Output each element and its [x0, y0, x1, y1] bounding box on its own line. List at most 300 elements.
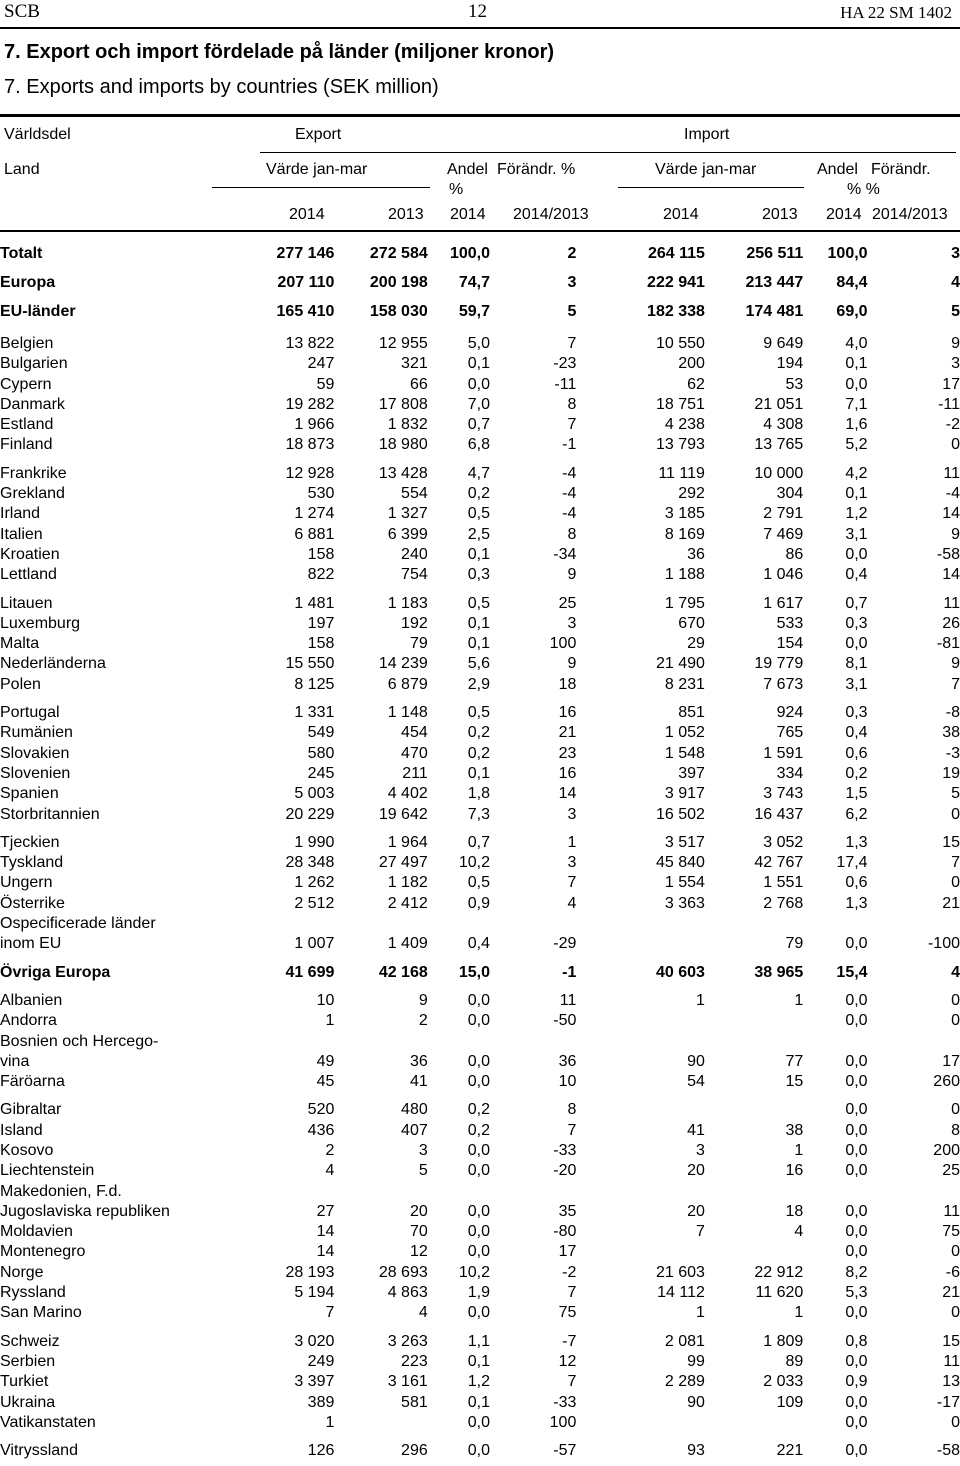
export-2014: 14 — [316, 1223, 335, 1241]
export-2013: 192 — [401, 614, 428, 632]
import-change: -6 — [945, 1263, 960, 1281]
export-change: 75 — [558, 1304, 577, 1322]
import-2013 — [705, 914, 803, 934]
export-share: 0,7 — [467, 416, 490, 434]
import-2014: 3 185 — [664, 505, 705, 523]
table-row — [0, 354, 960, 374]
export-change: 3 — [567, 805, 577, 823]
export-2014: 10 — [316, 991, 335, 1009]
country-name: Kroatien — [0, 545, 60, 563]
country-name: Rumänien — [0, 724, 73, 742]
export-2014: 822 — [307, 566, 335, 584]
import-2014: 3 363 — [664, 894, 705, 912]
export-2013: 296 — [401, 1442, 428, 1460]
import-share: 0,6 — [845, 874, 868, 892]
table-row — [0, 504, 960, 524]
export-share: 1,2 — [467, 1373, 490, 1391]
export-2013: 1 409 — [387, 935, 428, 953]
table-title-english: 7. Exports and imports by countries (SEK million) — [4, 76, 439, 98]
export-2013: 1 327 — [387, 505, 428, 523]
import-share: 0,6 — [845, 744, 868, 762]
export-group-line — [260, 152, 678, 153]
export-change: 14 — [558, 785, 577, 803]
import-2013: 16 — [785, 1162, 804, 1180]
export-2013: 3 263 — [387, 1332, 428, 1350]
country-name: Litauen — [0, 594, 53, 612]
import-2013: 10 000 — [754, 464, 804, 482]
country-name: Makedonien, F.d. — [0, 1182, 122, 1200]
export-2014: 12 928 — [285, 464, 335, 482]
import-2014: 2 081 — [664, 1332, 705, 1350]
table-row — [0, 1092, 960, 1120]
import-share: 0,0 — [845, 1393, 868, 1411]
import-2013: 13 765 — [754, 436, 804, 454]
table-row — [0, 764, 960, 784]
header-import: Import — [684, 126, 730, 143]
country-name: Schweiz — [0, 1332, 60, 1350]
import-change: 5 — [951, 785, 960, 803]
import-2013: 2 768 — [763, 894, 804, 912]
import-share: 3,1 — [845, 525, 868, 543]
export-change: 8 — [567, 525, 577, 543]
export-share: 0,0 — [467, 1012, 490, 1030]
export-share: 0,1 — [467, 635, 490, 653]
import-2014: 1 795 — [664, 594, 705, 612]
table-row — [0, 1011, 960, 1031]
import-change — [868, 914, 960, 934]
import-change: -4 — [945, 485, 960, 503]
export-change: -11 — [554, 375, 577, 393]
import-share: 0,0 — [845, 635, 868, 653]
import-change: 25 — [942, 1162, 960, 1180]
export-share: 4,7 — [467, 464, 490, 482]
export-2014: 49 — [316, 1052, 335, 1070]
table-row — [0, 894, 960, 914]
country-name: Kosovo — [0, 1141, 54, 1159]
import-share: 4,0 — [845, 335, 868, 352]
table-row — [0, 326, 960, 354]
import-2014: 20 — [687, 1162, 705, 1180]
table-row — [0, 435, 960, 455]
import-share: 8,2 — [845, 1263, 868, 1281]
import-2013: 38 965 — [754, 963, 804, 981]
import-change: 21 — [942, 1284, 960, 1302]
import-change: -58 — [936, 1442, 960, 1460]
export-share: 7,3 — [467, 805, 490, 823]
export-2014: 28 348 — [285, 854, 335, 872]
export-change: 16 — [558, 764, 577, 782]
import-2013: 1 809 — [763, 1332, 804, 1350]
import-change: -81 — [936, 635, 960, 653]
import-share: 0,0 — [845, 1352, 868, 1370]
export-share: 0,1 — [467, 614, 490, 632]
export-2013: 1 832 — [387, 416, 428, 434]
export-change: 11 — [559, 991, 577, 1009]
export-2014: 15 550 — [285, 655, 335, 673]
table-row — [0, 805, 960, 825]
export-2014: 277 146 — [276, 245, 335, 262]
import-change: 4 — [951, 963, 960, 981]
export-share — [428, 914, 490, 934]
import-change: 13 — [942, 1373, 960, 1391]
export-2013: 1 183 — [387, 594, 428, 612]
export-change: 16 — [558, 704, 577, 722]
import-change — [868, 1032, 960, 1052]
import-change: 260 — [933, 1073, 960, 1091]
export-share: 0,0 — [467, 1413, 490, 1431]
table-title-swedish: 7. Export och import fördelade på länder (miljoner kronor) — [4, 41, 555, 63]
country-name: Bosnien och Hercego- — [0, 1032, 159, 1050]
import-change: 17 — [942, 1052, 960, 1070]
import-2013 — [705, 1182, 803, 1202]
export-2014: 165 410 — [276, 303, 335, 320]
export-share: 0,7 — [467, 833, 490, 851]
import-2013: 38 — [785, 1121, 804, 1139]
export-2013: 240 — [401, 545, 428, 563]
export-2013: 5 — [418, 1162, 428, 1180]
import-2014: 54 — [687, 1073, 705, 1091]
table-row — [0, 565, 960, 585]
export-2014: 13 822 — [285, 335, 335, 352]
export-2013: 2 412 — [387, 894, 428, 912]
export-2013: 1 964 — [387, 833, 428, 851]
import-2014: 99 — [687, 1352, 705, 1370]
import-2013: 22 912 — [754, 1263, 804, 1281]
import-2013: 1 617 — [763, 594, 804, 612]
import-share: 6,2 — [845, 805, 868, 823]
export-2014: 20 229 — [285, 805, 335, 823]
import-2013: 1 — [794, 1141, 804, 1159]
export-2014: 1 — [325, 1012, 335, 1030]
header-import-change-period: 2014/2013 — [872, 206, 948, 223]
import-2013: 213 447 — [745, 274, 804, 291]
import-change: 26 — [942, 614, 960, 632]
export-2013: 17 808 — [378, 395, 428, 413]
import-change: -2 — [945, 416, 960, 434]
table-row — [0, 934, 960, 954]
export-2014: 14 — [316, 1243, 335, 1261]
export-change: 7 — [567, 416, 577, 434]
import-change: 19 — [942, 764, 960, 782]
import-change: -8 — [945, 704, 960, 722]
import-2013: 304 — [776, 485, 804, 503]
country-name: Polen — [0, 675, 41, 693]
export-2014: 520 — [307, 1101, 335, 1119]
header-export-2013: 2013 — [388, 206, 424, 223]
import-share: 5,2 — [845, 436, 868, 454]
import-2013: 2 033 — [763, 1373, 804, 1391]
import-2013: 9 649 — [763, 335, 804, 352]
export-share: 100,0 — [449, 245, 490, 262]
export-2013 — [334, 1182, 427, 1202]
import-share: 100,0 — [827, 245, 868, 262]
header-export-2014: 2014 — [289, 206, 325, 223]
export-change: -34 — [553, 545, 577, 563]
header-import-share: Andel — [817, 161, 858, 178]
export-2013 — [334, 1032, 427, 1052]
import-2013: 221 — [776, 1442, 804, 1460]
table-row — [0, 853, 960, 873]
import-2014: 3 — [695, 1141, 705, 1159]
header-country: Land — [4, 161, 40, 178]
import-2013: 256 511 — [746, 245, 804, 262]
import-2014: 36 — [687, 545, 705, 563]
country-name: Ospecificerade länder — [0, 915, 156, 933]
export-change: -23 — [553, 355, 577, 373]
table-row — [0, 723, 960, 743]
export-change: 7 — [567, 1121, 577, 1139]
import-2014: 200 — [678, 355, 705, 373]
import-change: 14 — [942, 505, 960, 523]
export-2013: 3 — [418, 1141, 428, 1159]
import-share: 69,0 — [836, 303, 868, 320]
import-2013: 18 — [785, 1202, 804, 1220]
import-2014 — [576, 1182, 705, 1202]
table-row — [0, 545, 960, 565]
import-change: 9 — [951, 335, 960, 352]
country-name: San Marino — [0, 1304, 82, 1322]
import-2014: 11 119 — [658, 464, 705, 482]
import-2013: 1 — [794, 991, 804, 1009]
import-share: 0,0 — [845, 1304, 868, 1322]
export-2013: 14 239 — [378, 655, 428, 673]
import-2014: 8 169 — [664, 525, 705, 543]
export-2014: 247 — [307, 355, 335, 373]
table-row — [0, 395, 960, 415]
export-2014: 249 — [307, 1352, 335, 1370]
export-share: 0,0 — [467, 1202, 490, 1220]
export-2014: 1 481 — [294, 594, 335, 612]
import-share: 0,0 — [845, 1073, 868, 1091]
table-row — [0, 1202, 960, 1222]
import-2014 — [576, 1413, 705, 1433]
export-2013: 223 — [401, 1352, 428, 1370]
export-share: 0,5 — [467, 874, 490, 892]
import-2013: 765 — [776, 724, 804, 742]
export-share: 0,1 — [467, 1393, 490, 1411]
table-row — [0, 825, 960, 853]
import-share: 15,4 — [836, 963, 868, 981]
import-change: 11 — [943, 1202, 960, 1220]
export-2014: 1 262 — [294, 874, 335, 892]
export-2014: 389 — [307, 1393, 335, 1411]
country-name: Tyskland — [0, 854, 64, 872]
country-name: Vatikanstaten — [0, 1413, 96, 1431]
export-share: 1,1 — [467, 1332, 490, 1350]
export-change: 35 — [558, 1202, 577, 1220]
table-row — [0, 1242, 960, 1262]
country-name: Färöarna — [0, 1073, 65, 1091]
import-2013: 77 — [785, 1052, 804, 1070]
export-change — [490, 1032, 576, 1052]
import-change: 0 — [951, 1243, 960, 1261]
export-2014: 3 397 — [294, 1373, 335, 1391]
table-row — [0, 1121, 960, 1141]
table-row — [0, 1352, 960, 1372]
export-change: 12 — [558, 1352, 577, 1370]
export-change: 8 — [567, 1101, 577, 1119]
export-2014: 1 966 — [294, 416, 335, 434]
export-share: 0,5 — [467, 505, 490, 523]
import-change: 14 — [942, 566, 960, 584]
import-2014: 18 751 — [655, 395, 705, 413]
export-share: 0,1 — [467, 764, 490, 782]
table-row — [0, 634, 960, 654]
import-2014: 3 917 — [664, 785, 705, 803]
export-2014: 5 003 — [294, 785, 335, 803]
export-change: 3 — [567, 854, 577, 872]
import-2014: 8 231 — [664, 675, 705, 693]
export-2013: 6 879 — [387, 675, 428, 693]
import-2014: 851 — [678, 704, 705, 722]
table-row — [0, 1161, 960, 1181]
header-rule — [0, 27, 960, 29]
export-share — [428, 1032, 490, 1052]
export-share: 0,1 — [467, 1352, 490, 1370]
header-import-change-unit: % % — [847, 181, 880, 198]
header-export-share-2014: 2014 — [450, 206, 486, 223]
header-export-value: Värde jan-mar — [266, 161, 368, 178]
country-name: Gibraltar — [0, 1101, 62, 1119]
export-2013: 20 — [409, 1202, 428, 1220]
import-2013: 7 673 — [763, 675, 804, 693]
import-share: 0,1 — [845, 355, 868, 373]
table-row — [0, 1303, 960, 1323]
export-2013: 79 — [409, 635, 428, 653]
export-2013: 28 693 — [378, 1263, 428, 1281]
country-name: Spanien — [0, 785, 59, 803]
country-name: Tjeckien — [0, 833, 60, 851]
export-2014: 5 194 — [294, 1284, 335, 1302]
table-top-rule — [0, 114, 960, 117]
import-share: 0,0 — [845, 1442, 868, 1460]
import-2013: 334 — [776, 764, 804, 782]
table-row — [0, 1141, 960, 1161]
export-change: 7 — [567, 1284, 577, 1302]
import-share: 1,3 — [845, 894, 868, 912]
import-change: 17 — [942, 375, 960, 393]
export-2013: 407 — [401, 1121, 428, 1139]
country-name: vina — [0, 1052, 30, 1070]
export-2013: 1 182 — [387, 874, 428, 892]
import-2013: 3 052 — [763, 833, 804, 851]
country-name: Nederländerna — [0, 655, 106, 673]
import-2013: 194 — [776, 355, 804, 373]
export-2014: 207 110 — [277, 274, 335, 291]
export-2014: 158 — [307, 545, 335, 563]
import-change: -11 — [938, 395, 960, 413]
export-share: 1,9 — [467, 1284, 490, 1302]
import-2013: 15 — [785, 1073, 804, 1091]
import-2013 — [705, 1413, 803, 1433]
header-export-share: Andel — [447, 161, 488, 178]
table-row — [0, 586, 960, 614]
export-2014: 6 881 — [294, 525, 335, 543]
export-share: 0,0 — [467, 1223, 490, 1241]
export-share: 0,0 — [467, 1141, 490, 1159]
export-2014: 28 193 — [285, 1263, 335, 1281]
import-share: 4,2 — [845, 464, 868, 482]
import-change: 0 — [951, 436, 960, 454]
import-share: 1,2 — [845, 505, 868, 523]
export-2014: 4 — [325, 1162, 335, 1180]
export-2014 — [221, 1182, 334, 1202]
country-name: inom EU — [0, 935, 62, 953]
import-share: 0,0 — [845, 1223, 868, 1241]
header-export: Export — [295, 126, 342, 143]
import-share: 0,0 — [845, 545, 868, 563]
country-name: Portugal — [0, 704, 60, 722]
import-change: 3 — [951, 245, 960, 262]
country-name: Jugoslaviska republiken — [0, 1202, 170, 1220]
table-row — [0, 873, 960, 893]
export-change — [490, 1182, 576, 1202]
import-share — [803, 1032, 867, 1052]
table-row — [0, 1393, 960, 1413]
import-2014: 222 941 — [647, 274, 705, 291]
export-2013: 200 198 — [369, 274, 428, 291]
import-share: 3,1 — [845, 675, 868, 693]
export-2013: 272 584 — [369, 245, 428, 262]
import-change: 11 — [943, 464, 960, 482]
publisher-label: SCB — [4, 1, 40, 22]
export-share: 0,2 — [467, 1101, 490, 1119]
export-change: 36 — [558, 1052, 577, 1070]
table-row — [0, 375, 960, 395]
table-row — [0, 484, 960, 504]
country-name: Italien — [0, 525, 43, 543]
import-share: 0,0 — [845, 1243, 868, 1261]
export-change: 25 — [558, 594, 577, 612]
table-row — [0, 1032, 960, 1052]
import-2014: 1 052 — [664, 724, 705, 742]
import-2013: 11 620 — [755, 1284, 804, 1302]
export-2014: 1 331 — [294, 704, 335, 722]
page-header — [0, 0, 960, 22]
country-name: Liechtenstein — [0, 1162, 95, 1180]
export-share: 5,0 — [467, 335, 490, 352]
import-2014: 182 338 — [647, 303, 705, 320]
table-row — [0, 456, 960, 484]
table-row — [0, 955, 960, 983]
import-share: 1,3 — [845, 833, 868, 851]
table-body — [0, 239, 960, 1461]
table-row — [0, 239, 960, 268]
table-row — [0, 1263, 960, 1283]
table-row — [0, 1072, 960, 1092]
export-change: 5 — [567, 303, 577, 320]
export-share: 0,2 — [467, 485, 490, 503]
import-2014: 292 — [678, 485, 705, 503]
export-share: 1,8 — [467, 785, 490, 803]
export-2013: 4 863 — [387, 1284, 428, 1302]
import-2014: 90 — [687, 1052, 705, 1070]
export-share: 10,2 — [458, 1263, 490, 1281]
import-change: 38 — [942, 724, 960, 742]
import-2014 — [576, 934, 705, 954]
import-2013: 89 — [785, 1352, 804, 1370]
export-change: -4 — [562, 485, 577, 503]
export-2014: 549 — [307, 724, 335, 742]
export-2013 — [334, 914, 427, 934]
country-name: Ukraina — [0, 1393, 56, 1411]
export-share: 59,7 — [458, 303, 490, 320]
report-code: HA 22 SM 1402 — [840, 3, 952, 22]
export-2013: 470 — [401, 744, 428, 762]
import-2013: 53 — [785, 375, 804, 393]
export-change: -20 — [553, 1162, 577, 1180]
export-2014: 45 — [316, 1073, 335, 1091]
